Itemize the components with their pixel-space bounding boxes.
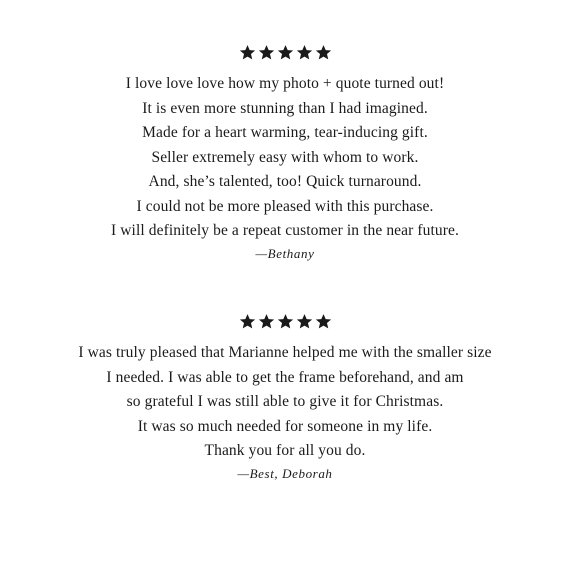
review-line: Made for a heart warming, tear-inducing gift.: [142, 124, 428, 141]
review-line: Thank you for all you do.: [204, 442, 366, 459]
star-icon: [277, 313, 294, 330]
review-card: [0, 44, 570, 264]
review-line: Seller extremely easy with whom to work.: [151, 148, 419, 166]
review-line: I could not be more pleased with this purchase.: [136, 197, 434, 215]
review-text: [0, 341, 570, 464]
star-icon: [258, 44, 275, 61]
review-signature: —Best, Deborah: [237, 465, 333, 481]
review-text: [0, 72, 570, 244]
star-rating: [0, 313, 570, 335]
review-line: I was truly pleased that Marianne helped me with the smaller size: [78, 344, 492, 361]
star-icon: [277, 44, 294, 61]
star-icon: [258, 313, 275, 330]
review-line: I will definitely be a repeat customer in the near future.: [111, 222, 459, 239]
review-line: It was so much needed for someone in my life.: [137, 417, 433, 435]
review-signature: —Bethany: [255, 245, 315, 261]
review-line: It is even more stunning than I had imagined.: [142, 99, 428, 117]
star-icon: [296, 313, 313, 330]
review-line: And, she’s talented, too! Quick turnaround.: [148, 173, 422, 190]
review-line: I needed. I was able to get the frame beforehand, and am: [106, 368, 464, 386]
star-icon: [315, 313, 332, 330]
star-icon: [315, 44, 332, 61]
review-card: [0, 313, 570, 484]
review-line: so grateful I was still able to give it for Christmas.: [126, 393, 444, 410]
star-icon: [239, 313, 256, 330]
star-icon: [239, 44, 256, 61]
star-rating: [0, 44, 570, 66]
star-icon: [296, 44, 313, 61]
review-line: I love love love how my photo + quote turned out!: [125, 75, 445, 92]
